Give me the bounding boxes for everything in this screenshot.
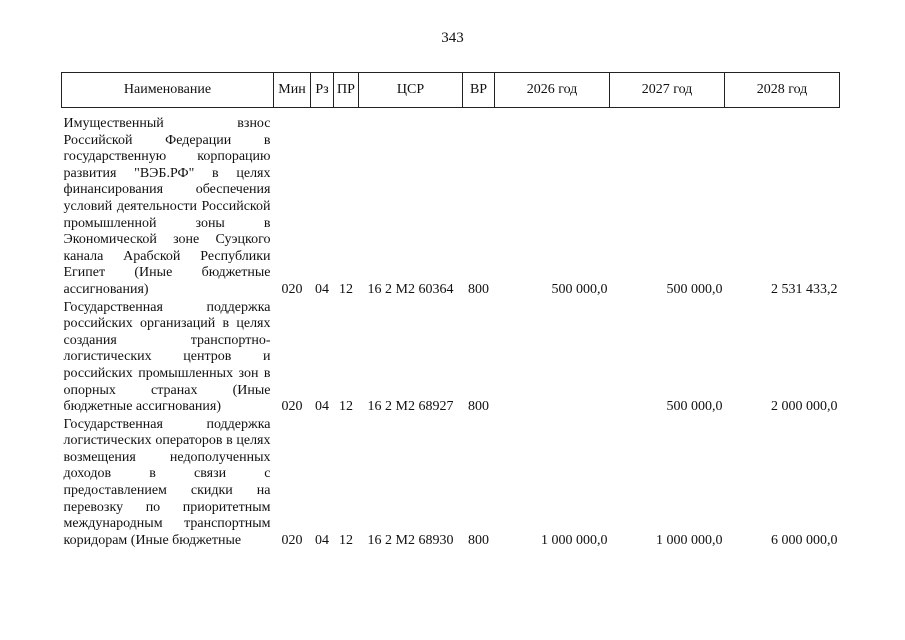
row-vr: 800 [468,281,489,297]
row-2028: 6 000 000,0 [771,532,838,548]
row-2027: 1 000 000,0 [656,532,723,548]
row-rz: 04 [315,281,329,297]
row-min: 020 [281,399,303,415]
row-rz: 04 [315,399,329,415]
row-2026: 500 000,0 [551,281,608,297]
row-name: Государственная поддержка логистических операторов в целях возмещения недополученных доходов в связи с предоставлением скидки на перевозку по приоритетным международным транспортным коридорам (Иные бюджетные [63,416,271,548]
table-row [62,108,840,299]
row-csr: 16 2 М2 68927 [367,399,454,415]
row-2028: 2 000 000,0 [771,399,838,415]
row-name: Государственная поддержка российских организаций в целях создания транспортно-логистических центров и российских промышленных зон в опорных странах (Иные бюджетные ассигнования) [63,299,271,415]
row-min: 020 [281,532,303,548]
table-row [62,416,840,550]
header-name: Наименование [62,73,274,108]
page-number: 343 [441,30,464,46]
row-vr: 800 [468,399,489,415]
header-2027: 2027 год [610,73,725,108]
header-2026: 2026 год [495,73,610,108]
row-pr: 12 [339,399,353,415]
row-pr: 12 [339,281,353,297]
table-header [62,73,840,108]
row-2027: 500 000,0 [666,399,723,415]
row-2026: 1 000 000,0 [541,532,608,548]
row-name: Имущественный взнос Российской Федерации в государственную корпорацию развития "ВЭБ.РФ" в целях финансирования обеспечения условий деятельности Российской промышленной зоны в Экономической зоне Суэцкого канала Арабской Республики Египет (Иные бюджетные ассигнования) [63,116,271,297]
table-row [62,299,840,416]
row-rz: 04 [315,532,329,548]
row-pr: 12 [339,532,353,548]
row-2026 [495,299,610,416]
header-pr: ПР [334,73,359,108]
row-min: 020 [281,281,303,297]
row-2027: 500 000,0 [666,281,723,297]
header-rz: Рз [311,73,334,108]
header-min: Мин [274,73,311,108]
table-body [62,108,840,550]
header-csr: ЦСР [359,73,463,108]
budget-table [61,72,840,549]
row-vr: 800 [468,532,489,548]
row-csr: 16 2 М2 60364 [367,281,454,297]
row-2028: 2 531 433,2 [771,281,838,297]
header-2028: 2028 год [725,73,840,108]
header-vr: ВР [463,73,495,108]
row-csr: 16 2 М2 68930 [367,532,454,548]
